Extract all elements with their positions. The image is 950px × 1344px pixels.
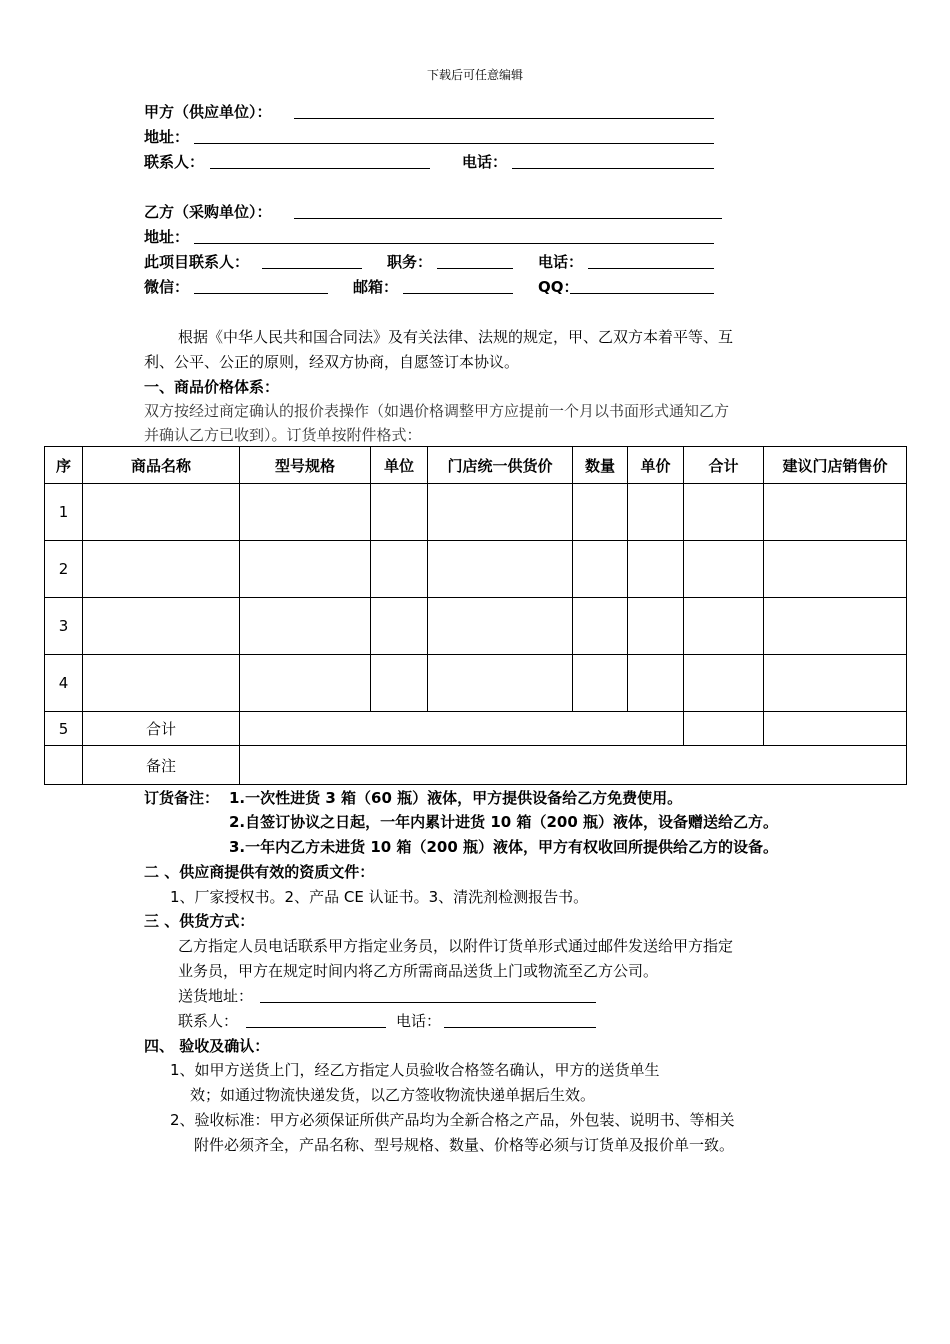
section1-line-1: 双方按经过商定确认的报价表操作（如遇价格调整甲方应提前一个月以书面形式通知乙方 (144, 402, 730, 420)
section3-line-1: 乙方指定人员电话联系甲方指定业务员，以附件订货单形式通过邮件发送给甲方指定 (178, 937, 734, 955)
delivery-contact-label: 联系人： (178, 1012, 239, 1030)
header-store-supply-price: 门店统一供货价 (428, 447, 573, 484)
delivery-address-line[interactable] (260, 1002, 596, 1003)
section3-line-2: 业务员，甲方在规定时间内将乙方所需商品送货上门或物流至乙方公司。 (178, 962, 659, 980)
delivery-phone-label: 电话： (396, 1012, 442, 1030)
party-a-label: 甲方（供应单位）： (144, 103, 272, 121)
row-index: 2 (45, 541, 83, 598)
table-row (45, 541, 907, 598)
section4-item1-line-1: 1、如甲方送货上门，经乙方指定人员验收合格签名确认，甲方的送货单生 (170, 1061, 660, 1079)
section4-item2-line-2: 附件必须齐全，产品名称、型号规格、数量、价格等必须与订货单及报价单一致。 (194, 1136, 735, 1154)
party-b-position-line[interactable] (437, 268, 513, 269)
order-note-3: 3.一年内乙方未进货 10 箱（200 瓶）液体，甲方有权收回所提供给乙方的设备。 (229, 838, 778, 856)
intro-line-1: 根据《中华人民共和国合同法》及有关法律、法规的规定，甲、乙双方本着平等、互 (178, 328, 734, 346)
party-a-name-line[interactable] (294, 118, 714, 119)
party-b-email-label: 邮箱： (353, 278, 399, 296)
row-index: 1 (45, 484, 83, 541)
party-b-name-line[interactable] (294, 218, 722, 219)
party-b-wechat-label: 微信： (144, 278, 190, 296)
delivery-contact-line[interactable] (246, 1027, 386, 1028)
party-b-project-contact-label: 此项目联系人： (144, 253, 250, 271)
section4-item2-line-1: 2、验收标准：甲方必须保证所供产品均为全新合格之产品，外包装、说明书、等相关 (170, 1111, 735, 1129)
party-b-email-line[interactable] (403, 293, 513, 294)
party-b-qq-label: QQ： (538, 278, 579, 296)
intro-line-2: 利、公平、公正的原则，经双方协商，自愿签订本协议。 (144, 353, 520, 371)
section4-item1-line-2: 效；如通过物流快递发货，以乙方签收物流快递单据后生效。 (190, 1086, 596, 1104)
row-index: 4 (45, 655, 83, 712)
total-row-index: 5 (45, 712, 83, 746)
table-row (45, 598, 907, 655)
remark-cell[interactable] (240, 746, 907, 785)
delivery-phone-line[interactable] (444, 1027, 596, 1028)
page-header-note: 下载后可任意编辑 (426, 68, 523, 82)
order-table (44, 446, 907, 785)
party-a-address-line[interactable] (194, 143, 714, 144)
table-row (45, 655, 907, 712)
party-b-project-contact-line[interactable] (262, 268, 362, 269)
section1-title: 一、商品价格体系： (144, 378, 280, 396)
table-total-row (45, 712, 907, 746)
party-b-phone-label: 电话： (538, 253, 584, 271)
party-b-address-label: 地址： (144, 228, 190, 246)
section2-line-1: 1、厂家授权书。2、产品 CE 认证书。3、清洗剂检测报告书。 (170, 888, 589, 906)
header-suggested-retail: 建议门店销售价 (764, 447, 907, 484)
header-unit: 单位 (371, 447, 428, 484)
party-a-contact-label: 联系人： (144, 153, 205, 171)
row-index: 3 (45, 598, 83, 655)
header-total: 合计 (684, 447, 764, 484)
header-index: 序 (45, 447, 83, 484)
party-a-address-label: 地址： (144, 128, 190, 146)
section4-title: 四、 验收及确认： (144, 1037, 270, 1055)
remark-label: 备注 (83, 746, 240, 785)
table-row (45, 484, 907, 541)
header-model-spec: 型号规格 (240, 447, 371, 484)
order-note-2: 2.自签订协议之日起，一年内累计进货 10 箱（200 瓶）液体，设备赠送给乙方。 (229, 813, 778, 831)
order-notes-label: 订货备注： (144, 789, 220, 807)
table-remark-row (45, 746, 907, 785)
table-header-row (45, 447, 907, 484)
order-note-1: 1.一次性进货 3 箱（60 瓶）液体，甲方提供设备给乙方免费使用。 (229, 789, 683, 807)
party-b-position-label: 职务： (387, 253, 433, 271)
party-b-address-line[interactable] (194, 243, 714, 244)
delivery-address-label: 送货地址： (178, 987, 254, 1005)
party-b-qq-line[interactable] (570, 293, 714, 294)
header-unit-price: 单价 (628, 447, 684, 484)
header-product-name: 商品名称 (83, 447, 240, 484)
header-quantity: 数量 (573, 447, 628, 484)
party-b-wechat-line[interactable] (194, 293, 328, 294)
party-a-contact-line[interactable] (210, 168, 430, 169)
total-amount-cell[interactable] (684, 712, 764, 746)
party-b-label: 乙方（采购单位）： (144, 203, 272, 221)
total-row-label: 合计 (83, 712, 240, 746)
total-retail-cell[interactable] (764, 712, 907, 746)
section1-line-2: 并确认乙方已收到）。订货单按附件格式： (144, 426, 422, 444)
party-a-phone-label: 电话： (462, 153, 508, 171)
total-row-merged-cell[interactable] (240, 712, 684, 746)
party-b-phone-line[interactable] (588, 268, 714, 269)
party-a-phone-line[interactable] (512, 168, 714, 169)
section3-title: 三 、供货方式： (144, 912, 255, 930)
section2-title: 二 、供应商提供有效的资质文件： (144, 863, 375, 881)
